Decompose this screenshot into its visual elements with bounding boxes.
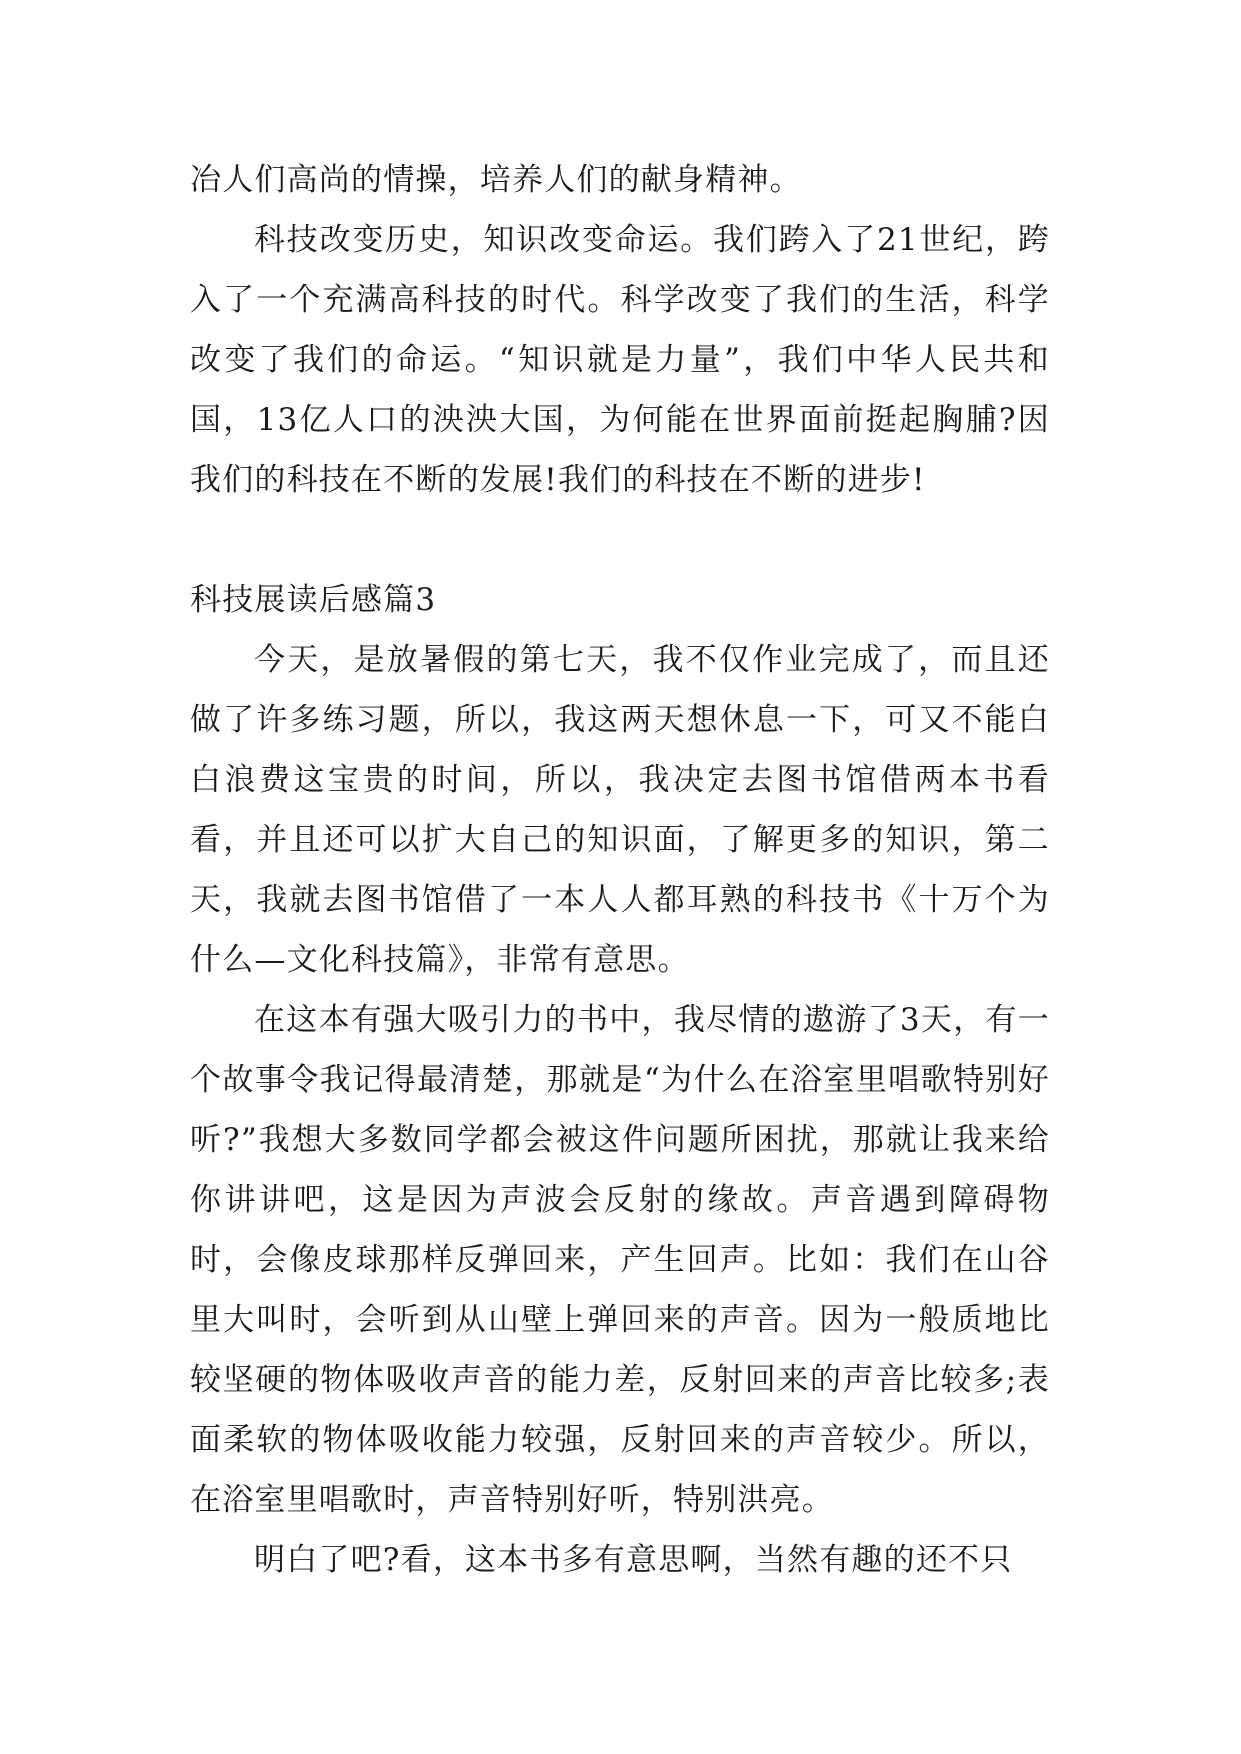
document-body: [190, 150, 1050, 1590]
paragraph-continuation: 冶人们高尚的情操，培养人们的献身精神。: [190, 162, 802, 198]
paragraph-bathroom-singing: 在这本有强大吸引力的书中，我尽情的遨游了3天，有一个故事令我记得最清楚，那就是“为什么在浴室里唱歌特别好听?”我想大多数同学都会被这件问题所困扰，那就让我来给你讲讲吧，这是因为声波会反射的缘故。声音遇到障碍物时，会像皮球那样反弹回来，产生回声。比如：我们在山谷里大叫时，会听到从山壁上弹回来的声音。因为一般质地比较坚硬的物体吸收声音的能力差，反射回来的声音比较多;表面柔软的物体吸收能力较强，反射回来的声音较少。所以，在浴室里唱歌时，声音特别好听，特别洪亮。: [190, 1002, 1050, 1518]
paragraph-summer-vacation: 今天，是放暑假的第七天，我不仅作业完成了，而且还做了许多练习题，所以，我这两天想休息一下，可又不能白白浪费这宝贵的时间，所以，我决定去图书馆借两本书看看，并且还可以扩大自己的知识面，了解更多的知识，第二天，我就去图书馆借了一本人人都耳熟的科技书《十万个为什么—文化科技篇》，非常有意思。: [190, 642, 1050, 978]
section-spacer: [190, 510, 1050, 570]
section-title: 科技展读后感篇3: [190, 582, 437, 618]
paragraph-science-changes-history: 科技改变历史，知识改变命运。我们跨入了21世纪，跨入了一个充满高科技的时代。科学改变了我们的生活，科学改变了我们的命运。“知识就是力量”，我们中华人民共和国，13亿人口的泱泱大国，为何能在世界面前挺起胸脯?因我们的科技在不断的发展!我们的科技在不断的进步!: [190, 222, 1050, 498]
paragraph-conclusion: 明白了吧?看，这本书多有意思啊，当然有趣的还不只: [254, 1542, 1013, 1578]
